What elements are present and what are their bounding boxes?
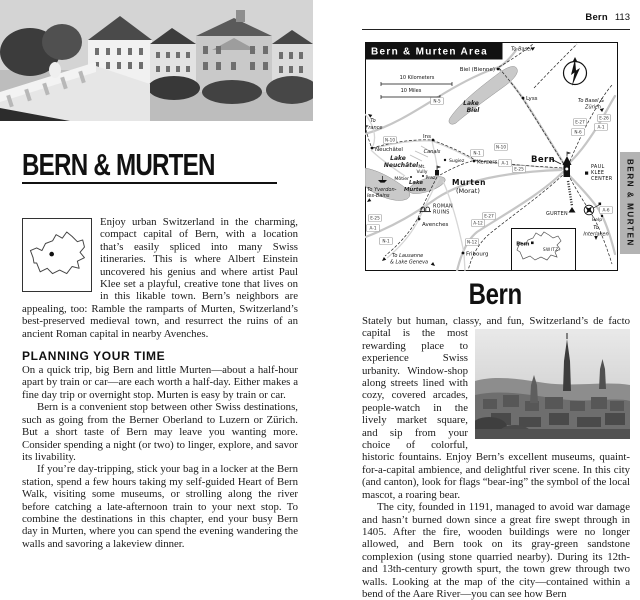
bern-paragraph-1-rest: the most rewarding place to experience Swiss urbanity. Window-shop along streets lined with cozy, covered arcades, people-watch in the lively market square, and sip from your choice of colorful, historic fountains. Enjoy Bern’s excellent museums, quaint-for-a-capital ambience, and delightful river scene. In this city (and canton), look for flags “bear-ing” the symbol of the local mascot, a roaring bear. <box>362 327 630 501</box>
shield-a1-southwest: A-1 <box>369 225 377 231</box>
left-page-body <box>22 216 298 550</box>
shield-n1-southwest: N-1 <box>382 238 390 244</box>
map-label-murten-morat: (Morat) <box>456 187 480 195</box>
map-label-to-basel-zurich-1: To Basel & <box>577 98 605 104</box>
planning-paragraph-2: Bern is a convenient stop between other Swiss destinations, such as going from the Berner Oberland to Luzern or Zürich. But a short taste of Bern may leave you wanting more. Consider spending a night (or two) to linger, explore, and savor its livability. <box>22 401 298 463</box>
shield-n12: N-12 <box>467 239 477 245</box>
shield-n10-east: N-10 <box>496 144 506 150</box>
shield-e25-central: E-25 <box>514 166 524 172</box>
map-label-fribourg: Fribourg <box>466 251 489 258</box>
map-label-belp: Belp <box>592 218 603 223</box>
left-page <box>0 0 320 568</box>
map-label-lausanne-1: To Lausanne <box>392 253 424 259</box>
right-page-body <box>362 315 630 600</box>
inset-bern-label: Bern <box>516 241 530 248</box>
map-label-to-basel-zurich-2: Zürich <box>585 104 601 111</box>
map-label-motier: Môtier <box>394 177 409 182</box>
map-label-mt-vully-1: Mt. <box>418 165 426 170</box>
chapter-side-tab-label: BERN & MURTEN <box>625 159 635 247</box>
shield-n6: N-6 <box>574 129 582 135</box>
map-label-lake-biel-2: Biel <box>466 107 480 114</box>
bern-riverfront-photo-art <box>0 0 313 121</box>
map-label-to-france-2: France <box>365 125 383 131</box>
header-rule <box>362 29 630 30</box>
map-label-roman-2: RUINS <box>433 209 450 216</box>
chapter-title-rule <box>22 182 277 184</box>
map-label-yverdon-1: To Yverdon- <box>367 187 397 193</box>
right-page <box>360 0 640 600</box>
shield-a1-central: A-1 <box>501 160 509 166</box>
paul-klee-center-marker <box>585 172 588 175</box>
map-label-lake-murten-1: Lake <box>408 180 424 186</box>
map-label-kerzers: Kerzers <box>477 159 498 166</box>
shield-e26: E-26 <box>599 115 609 121</box>
chapter-side-tab <box>620 152 640 254</box>
bern-murten-area-map <box>365 42 618 271</box>
inset-bern-marker <box>531 242 534 245</box>
switzerland-locator-icon <box>22 218 92 292</box>
bern-location-dot <box>49 252 54 257</box>
shield-n5: N-5 <box>433 98 441 104</box>
map-label-neuchatel: Neuchâtel <box>375 147 403 153</box>
shield-n10-west: N-10 <box>385 137 395 143</box>
page-header <box>362 12 630 23</box>
map-label-gurten: GURTEN <box>546 211 568 217</box>
bern-section-heading-wrap <box>360 278 630 312</box>
chapter-title: BERN & MURTEN <box>22 147 215 182</box>
map-label-lake-neuchatel-2: Neuchâtel <box>383 162 419 169</box>
shield-a6: A-6 <box>602 207 610 213</box>
header-page-number: 113 <box>614 12 630 23</box>
intro-paragraph <box>22 216 298 340</box>
bern-section-heading: Bern <box>468 278 522 311</box>
area-map-svg <box>365 42 618 271</box>
map-label-roman-1: ROMAN <box>433 203 453 210</box>
map-label-canals: Canals <box>423 149 441 155</box>
bern-paragraph-1-lead: Stately but human, classy, and fun, Switzerland’s de facto capital is <box>362 315 630 340</box>
planning-paragraph-1: On a quick trip, big Bern and little Murten—about a half-hour apart by train or car—are each worth a half-day. Either makes a fine day trip or overnight stop. Murten is easy by train or car. <box>22 364 298 401</box>
map-label-lyss: Lyss <box>526 96 538 102</box>
map-label-lake-neuchatel-1: Lake <box>390 155 406 162</box>
intro-text: Enjoy urban Switzerland in the charming, compact capital of Bern, with a location that’s easily spliced into many Swiss itineraries. This is where Albert Einstein uncovered his genius and where artist Paul Klee set a playful, creative tone that lives on in this likable town. Bern’s neighbors are appealing, too: Ramble the ramparts of Murten, Switzerland’s best-preserved medieval town, and resurrect the ruins of an ancient Roman capital in nearby Avenches. <box>22 216 298 340</box>
planning-paragraph-3: If you’re day-tripping, stick your bag in a locker at the Bern station, spend a few hours taking my self-guided Heart of Bern Walk, visiting some museums, or strolling along the river before catching a late-afternoon train to your next stop. To combine the destinations in this chapter, end your busy Bern day in Murten, where you can spend the evening wandering the walls and savoring a lakeview dinner. <box>22 463 298 550</box>
map-label-lake-murten-2: Murten <box>404 187 426 193</box>
shield-e25-southwest: E-25 <box>370 215 380 221</box>
bern-paragraph-1 <box>362 315 630 501</box>
map-label-praz: Praz <box>425 176 436 181</box>
scale-mi-label: 10 Miles <box>400 88 422 94</box>
map-label-mt-vully-2: Vully <box>416 170 428 175</box>
scale-km-label: 10 Kilometers <box>399 75 435 81</box>
map-label-biel: Biel (Bienne) <box>459 67 495 73</box>
bern-cityscape-art <box>475 329 630 439</box>
bern-cityscape-photo <box>475 329 630 439</box>
shield-e27-bern: E-27 <box>575 119 585 125</box>
switzerland-inset <box>512 229 576 271</box>
map-label-paul-klee-2: KLEE <box>591 170 605 176</box>
shield-e27-fribourg: E-27 <box>484 213 494 219</box>
map-label-lausanne-2: & Lake Geneva <box>390 259 429 266</box>
map-label-yverdon-2: les-Bains <box>367 193 390 199</box>
map-label-interlaken-2: Interlaken <box>583 231 609 238</box>
map-label-interlaken-1: To <box>593 225 599 231</box>
map-label-to-france-1: To <box>370 118 376 124</box>
map-label-lake-biel-1: Lake <box>463 100 479 107</box>
map-label-to-basel: To Basel <box>511 46 532 53</box>
bern-paragraph-2: The city, founded in 1191, managed to avoid war damage and hasn’t burned down since a great fire swept through in 1405. After the fire, wooden buildings were no longer allowed, and Bern took on its gray-green sandstone complexion (using stone quarried nearby). During its 12th- and 13th-century growth spurt, the town grew through two walls. Looking at the map of the city—contained within a bend of the Aare River—you can see how Bern <box>362 501 630 600</box>
map-label-paul-klee-3: CENTER <box>591 176 613 182</box>
map-label-paul-klee-1: PAUL <box>591 164 605 170</box>
shield-a1-northeast: A-1 <box>597 124 605 130</box>
planning-your-time-heading: PLANNING YOUR TIME <box>22 349 166 364</box>
shield-a12: A-12 <box>473 220 483 226</box>
map-label-murten: Murten <box>452 178 487 187</box>
bern-riverfront-photo <box>0 0 313 121</box>
header-chapter-name: Bern <box>585 12 608 23</box>
map-label-sugiez: Sugiez <box>449 159 465 164</box>
switzerland-outline <box>26 224 88 286</box>
inset-switz-label: SWITZ. <box>543 247 561 252</box>
map-label-bern: Bern <box>531 155 556 165</box>
map-label-avenches: Avenches <box>422 222 449 228</box>
map-title: Bern & Murten Area <box>371 46 488 58</box>
shield-n1-murten: N-1 <box>473 150 481 156</box>
map-label-ins: Ins <box>423 134 431 140</box>
